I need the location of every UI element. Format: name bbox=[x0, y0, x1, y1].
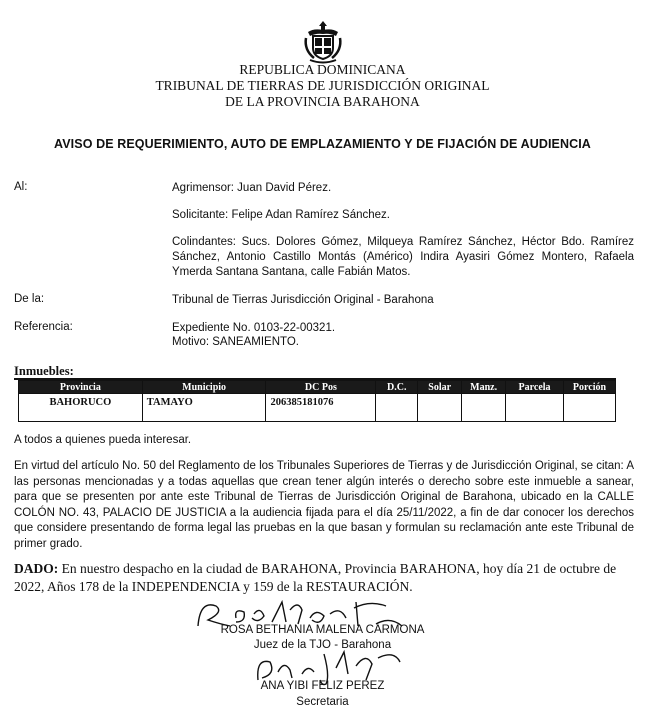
agrimensor-value: Agrimensor: Juan David Pérez. bbox=[172, 182, 332, 194]
dado-label: DADO: bbox=[14, 561, 59, 576]
expediente-value: Expediente No. 0103-22-00321. bbox=[172, 322, 336, 334]
col-header-dc-pos: DC Pos bbox=[266, 381, 376, 394]
cell-provincia: BAHORUCO bbox=[19, 394, 143, 422]
cell-solar bbox=[418, 394, 462, 422]
cell-dc bbox=[376, 394, 418, 422]
cell-porcion bbox=[563, 394, 615, 422]
secretary-title: Secretaria bbox=[296, 696, 349, 708]
col-header-municipio: Municipio bbox=[142, 381, 266, 394]
judge-name: ROSA BETHANIA MALENA CARMONA bbox=[220, 624, 425, 636]
solicitante-value: Solicitante: Felipe Adan Ramírez Sánchez. bbox=[172, 209, 390, 221]
de-la-value: Tribunal de Tierras Jurisdicción Original - Barahona bbox=[172, 294, 434, 306]
cell-dc-pos: 206385181076 bbox=[266, 394, 376, 422]
referencia-label: Referencia: bbox=[14, 321, 73, 333]
secretary-name: ANA YIBI FELIZ PEREZ bbox=[260, 680, 385, 692]
dado-paragraph bbox=[14, 560, 634, 596]
header-line-2: TRIBUNAL DE TIERRAS DE JURISDICCIÓN ORIGINAL bbox=[155, 78, 490, 93]
inmuebles-table bbox=[18, 380, 616, 422]
main-paragraph: En virtud del artículo No. 50 del Reglamento de los Tribunales Superiores de Tierras y de Jurisdicción Original, se citan: A las personas mencionadas y a todas aquellas que crean tener algún interés o derecho sobre este inmueble a sanear, para que se presenten por ante este Tribunal de Tierras de Jurisdicción Original de Barahona, ubicado en la CALLE COLÓN NO. 43, PALACIO DE JUSTICIA a la audiencia fijada para el día 25/11/2022, a fin de dar conocer los derechos que considere presentando de forma legal las pruebas en la que basan y formulan su reclamación ante este Tribunal de primer grado. bbox=[14, 460, 634, 550]
col-header-manz: Manz. bbox=[462, 381, 506, 394]
dado-text: En nuestro despacho en la ciudad de BARAHONA, Provincia BARAHONA, hoy día 21 de octubre de 2022, Años 178 de la INDEPENDENCIA y 159 de la RESTAURACIÓN. bbox=[14, 561, 617, 594]
table-header-row bbox=[19, 381, 616, 394]
document-title: AVISO DE REQUERIMIENTO, AUTO DE EMPLAZAMIENTO Y DE FIJACIÓN DE AUDIENCIA bbox=[54, 137, 591, 151]
header-line-1: REPUBLICA DOMINICANA bbox=[239, 62, 406, 77]
inmuebles-label: Inmuebles: bbox=[14, 364, 74, 378]
cell-parcela bbox=[506, 394, 564, 422]
header-line-3: DE LA PROVINCIA BARAHONA bbox=[225, 94, 420, 109]
col-header-provincia: Provincia bbox=[19, 381, 143, 394]
colindantes-value: Colindantes: Sucs. Dolores Gómez, Milqueya Ramírez Sánchez, Héctor Bdo. Ramírez Sánchez, Antonio Castillo Montás (Américo) Indira Ayasiri Gómez Montero, Rafaela Ymerda Santana Santana, calle Fabián Matos. bbox=[172, 236, 634, 278]
de-la-label: De la: bbox=[14, 293, 45, 305]
col-header-porcion: Porción bbox=[563, 381, 615, 394]
table-row bbox=[19, 394, 616, 422]
intro-text: A todos a quienes pueda interesar. bbox=[14, 434, 192, 446]
col-header-solar: Solar bbox=[418, 381, 462, 394]
cell-manz bbox=[462, 394, 506, 422]
judge-title: Juez de la TJO - Barahona bbox=[253, 639, 392, 651]
coat-of-arms-icon bbox=[300, 18, 346, 64]
col-header-parcela: Parcela bbox=[506, 381, 564, 394]
cell-municipio: TAMAYO bbox=[142, 394, 266, 422]
col-header-dc: D.C. bbox=[376, 381, 418, 394]
al-label: Al: bbox=[14, 181, 28, 193]
motivo-value: Motivo: SANEAMIENTO. bbox=[172, 336, 299, 348]
